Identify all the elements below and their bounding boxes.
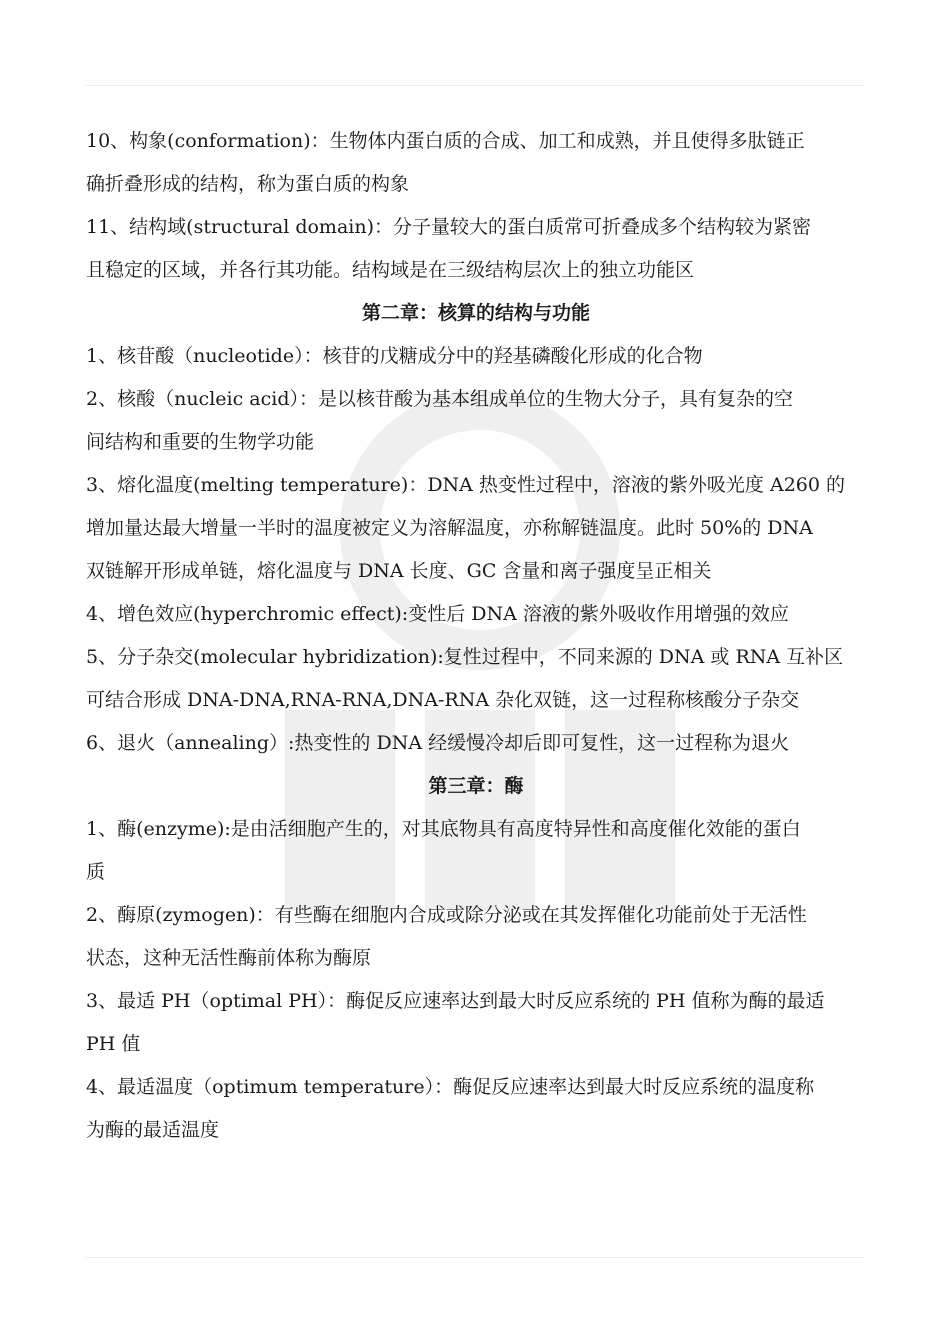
definition-entry (86, 593, 866, 636)
definition-line: 2、酶原(zymogen)：有些酶在细胞内合成或除分泌或在其发挥催化功能前处于无活性 (86, 904, 807, 926)
definition-line: 状态，这种无活性酶前体称为酶原 (86, 947, 372, 969)
definition-entry (86, 464, 866, 593)
document-body (86, 120, 866, 1152)
definition-line: 为酶的最适温度 (86, 1119, 220, 1141)
definition-line: 且稳定的区域，并各行其功能。结构域是在三级结构层次上的独立功能区 (86, 259, 695, 281)
definition-line: 11、结构域(structural domain)：分子量较大的蛋白质常可折叠成多个结构较为紧密 (86, 216, 812, 238)
definition-entry (86, 808, 866, 894)
definition-line: 4、增色效应(hyperchromic effect):变性后 DNA 溶液的紫外吸收作用增强的效应 (86, 603, 789, 625)
definition-entry (86, 378, 866, 464)
definition-line: 5、分子杂交(molecular hybridization):复性过程中，不同来源的 DNA 或 RNA 互补区 (86, 646, 844, 668)
definition-line: 4、最适温度（optimum temperature）：酶促反应速率达到最大时反应系统的温度称 (86, 1076, 815, 1098)
definition-line: 确折叠形成的结构，称为蛋白质的构象 (86, 173, 410, 195)
chapter-heading: 第三章：酶 (428, 775, 524, 797)
definition-line: 双链解开形成单链，熔化温度与 DNA 长度、GC 含量和离子强度呈正相关 (86, 560, 712, 582)
definition-line: 间结构和重要的生物学功能 (86, 431, 315, 453)
definition-entry (86, 636, 866, 722)
definition-entry (86, 1066, 866, 1152)
definition-line: 10、构象(conformation)：生物体内蛋白质的合成、加工和成熟，并且使得多肽链正 (86, 130, 805, 152)
footer-rule (86, 1257, 864, 1258)
definition-line: 可结合形成 DNA-DNA,RNA-RNA,DNA-RNA 杂化双链，这一过程称核酸分子杂交 (86, 689, 800, 711)
definition-entry (86, 120, 866, 206)
definition-line: 3、熔化温度(melting temperature)：DNA 热变性过程中，溶液的紫外吸光度 A260 的 (86, 474, 845, 496)
definition-entry (86, 894, 866, 980)
definition-line: 6、退火（annealing）:热变性的 DNA 经缓慢冷却后即可复性，这一过程称为退火 (86, 732, 790, 754)
definition-entry (86, 335, 866, 378)
definition-line: 1、酶(enzyme):是由活细胞产生的，对其底物具有高度特异性和高度催化效能的蛋白 (86, 818, 801, 840)
definition-line: 质 (86, 861, 106, 883)
definition-entry (86, 980, 866, 1066)
definition-line: PH 值 (86, 1033, 141, 1055)
header-rule (86, 85, 864, 86)
chapter-heading: 第二章：核算的结构与功能 (361, 302, 590, 324)
definition-line: 1、核苷酸（nucleotide）：核苷的戊糖成分中的羟基磷酸化形成的化合物 (86, 345, 703, 367)
definition-line: 2、核酸（nucleic acid）：是以核苷酸为基本组成单位的生物大分子，具有复杂的空 (86, 388, 793, 410)
definition-entry (86, 206, 866, 292)
definition-line: 增加量达最大增量一半时的温度被定义为溶解温度，亦称解链温度。此时 50%的 DNA (86, 517, 813, 539)
definition-entry (86, 722, 866, 765)
definition-line: 3、最适 PH（optimal PH）：酶促反应速率达到最大时反应系统的 PH 值称为酶的最适 (86, 990, 825, 1012)
